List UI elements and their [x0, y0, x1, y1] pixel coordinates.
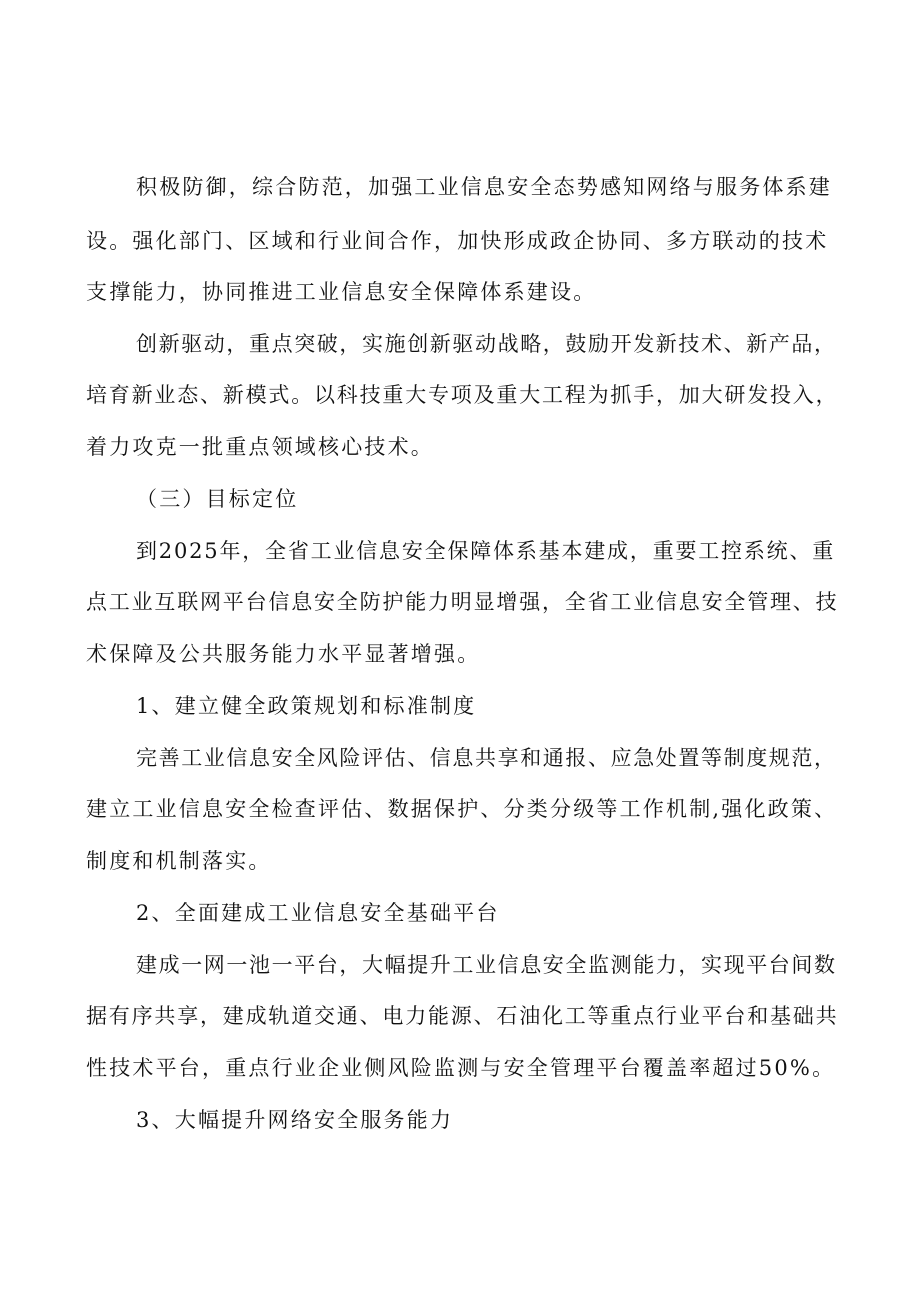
section-heading: （三）目标定位	[136, 487, 299, 511]
paragraph-line: 建成一网一池一平台，大幅提升工业信息安全监测能力，实现平台间数	[136, 953, 837, 977]
paragraph-line: 培育新业态、新模式。以科技重大专项及重大工程为抓手，加大研发投入，	[86, 383, 839, 407]
paragraph-line: 制度和机制落实。	[86, 849, 272, 873]
paragraph-line: 完善工业信息安全风险评估、信息共享和通报、应急处置等制度规范，	[136, 746, 837, 770]
paragraph-line: 到2025年，全省工业信息安全保障体系基本建成，重要工控系统、重	[136, 539, 836, 563]
paragraph-line: 创新驱动，重点突破，实施创新驱动战略，鼓励开发新技术、新产品，	[136, 332, 837, 356]
paragraph-line: 术保障及公共服务能力水平显著增强。	[86, 642, 481, 666]
paragraph-line: 据有序共享，建成轨道交通、电力能源、石油化工等重点行业平台和基础共	[86, 1004, 839, 1028]
paragraph-line: 性技术平台，重点行业企业侧风险监测与安全管理平台覆盖率超过50%。	[86, 1056, 836, 1080]
paragraph-line: 点工业互联网平台信息安全防护能力明显增强，全省工业信息安全管理、技	[86, 590, 839, 614]
paragraph-line: 支撑能力，协同推进工业信息安全保障体系建设。	[86, 280, 597, 304]
subsection-heading: 2、全面建成工业信息安全基础平台	[136, 901, 500, 925]
subsection-heading: 1、建立健全政策规划和标准制度	[136, 694, 477, 718]
paragraph-line: 设。强化部门、区域和行业间合作，加快形成政企协同、多方联动的技术	[86, 229, 829, 253]
paragraph-line: 着力攻克一批重点领域核心技术。	[86, 435, 434, 459]
paragraph-line: 积极防御，综合防范，加强工业信息安全态势感知网络与服务体系建	[136, 175, 832, 199]
paragraph-line: 建立工业信息安全检查评估、数据保护、分类分级等工作机制,强化政策、	[86, 797, 838, 821]
subsection-heading: 3、大幅提升网络安全服务能力	[136, 1108, 454, 1132]
